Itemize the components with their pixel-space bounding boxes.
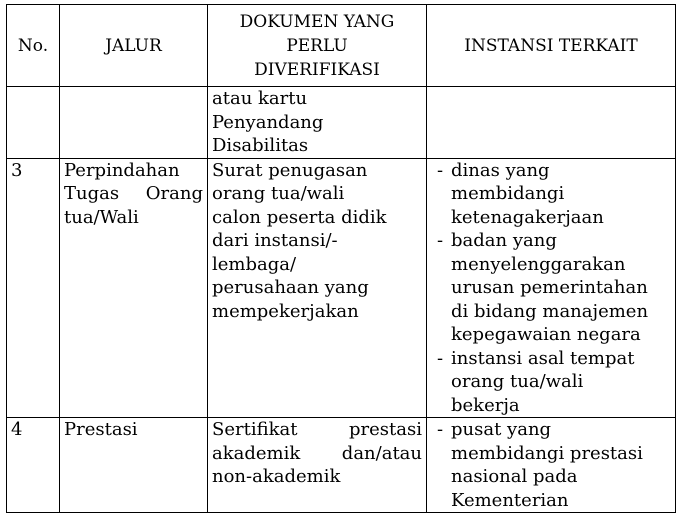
text-line: Sertifikat prestasi (212, 419, 422, 440)
list-item (431, 347, 671, 418)
text-line: pusat yang (451, 419, 552, 440)
cell-no-empty (7, 87, 60, 159)
text-line: di bidang manajemen (451, 300, 649, 322)
text-line: non-akademik (212, 466, 341, 487)
text-line: dinas yang (451, 159, 550, 181)
header-instansi: INSTANSI TERKAIT (427, 5, 676, 87)
text-line: Tugas Orang (64, 183, 203, 204)
list-item (431, 418, 671, 512)
text-line: membidangi (451, 183, 565, 204)
cell-jalur-empty (60, 87, 208, 159)
instansi-list (431, 159, 671, 418)
text-line: Prestasi (64, 419, 138, 440)
text-line: mempekerjakan (212, 300, 359, 322)
table-row-continuation (7, 87, 676, 159)
cell-jalur (60, 158, 208, 418)
text-line: Disabilitas (212, 135, 309, 156)
cell-instansi-empty (427, 87, 676, 159)
text-line: orang tua/wali (212, 183, 345, 204)
dash-bullet: - (437, 419, 444, 440)
text-line: perusahaan yang (212, 277, 369, 298)
header-dokumen-line: DIVERIFIKASI (254, 59, 380, 80)
header-dokumen-line: PERLU (286, 35, 348, 56)
table-header-row (7, 5, 676, 87)
dash-bullet: - (437, 347, 444, 369)
dash-bullet: - (437, 230, 444, 251)
dash-bullet: - (437, 159, 444, 181)
text-line: menyelenggarakan (451, 253, 626, 275)
cell-dokumen-continuation (208, 87, 427, 159)
text-line: Penyandang (212, 111, 324, 133)
list-item (431, 159, 671, 230)
text-line: bekerja (451, 394, 520, 416)
table-row (7, 418, 676, 513)
text-line: Kementerian (451, 489, 569, 511)
text-line: instansi asal tempat (451, 347, 635, 369)
text-line: ketenagakerjaan (451, 206, 604, 228)
header-dokumen-line: DOKUMEN YANG (239, 11, 395, 32)
text-line: orang tua/wali (451, 371, 584, 392)
header-no: No. (7, 5, 60, 87)
header-dokumen (208, 5, 427, 87)
list-item (431, 229, 671, 347)
text-line: urusan pemerintahan (451, 277, 648, 298)
text-line: atau kartu (212, 88, 308, 109)
cell-instansi (427, 158, 676, 418)
cell-dokumen (208, 158, 427, 418)
text-line: nasional pada (451, 466, 578, 487)
text-line: Perpindahan (64, 159, 180, 181)
instansi-list (431, 418, 671, 512)
cell-jalur (60, 418, 208, 513)
verification-table (6, 4, 676, 513)
cell-no: 3 (7, 158, 60, 418)
text-line: tua/Wali (64, 206, 139, 228)
text-line: badan yang (451, 230, 557, 251)
text-line: calon peserta didik (212, 206, 387, 228)
text-line: kepegawaian negara (451, 324, 641, 345)
text-line: dari instansi/- (212, 230, 338, 251)
text-line: lembaga/ (212, 253, 297, 275)
text-line: akademik dan/atau (212, 442, 422, 464)
text-line: Surat penugasan (212, 159, 368, 181)
cell-no: 4 (7, 418, 60, 513)
table-row (7, 158, 676, 418)
text-line: membidangi prestasi (451, 442, 643, 464)
header-jalur: JALUR (60, 5, 208, 87)
cell-instansi (427, 418, 676, 513)
cell-dokumen (208, 418, 427, 513)
